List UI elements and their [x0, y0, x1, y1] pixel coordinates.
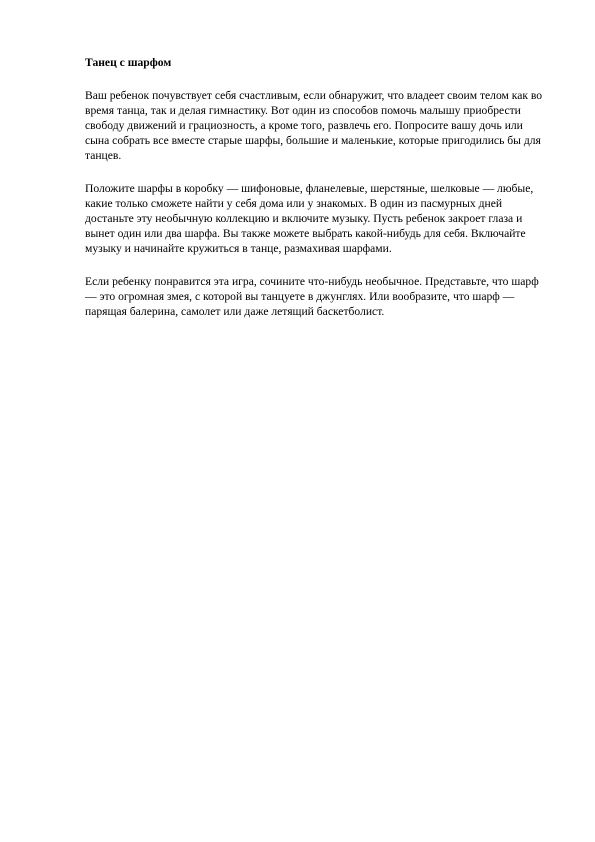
paragraph-imagination: Если ребенку понравится эта игра, сочините что-нибудь необычное. Представьте, что шарф — это огромная змея, с которой вы танцуете в джунглях. Или вообразите, что шарф — парящая балерина, самолет или даже летящий баскетболист.: [85, 275, 539, 318]
document-title: Танец с шарфом: [85, 56, 172, 69]
paragraph-intro: Ваш ребенок почувствует себя счастливым, если обнаружит, что владеет своим телом как во время танца, так и делая гимнастику. Вот один из способов помочь малышу приобрести свободу движений и грациозность, а кроме того, развлечь его. Попросите вашу дочь или сына собрать все вместе старые шарфы, большие и маленькие, которые пригодились бы для танцев.: [85, 89, 543, 162]
document-body: [85, 55, 547, 337]
paragraph-scarves-box: Положите шарфы в коробку — шифоновые, фланелевые, шерстяные, шелковые — любые, какие только сможете найти у себя дома или у знакомых. В один из пасмурных дней достаньте эту необычную коллекцию и включите музыку. Пусть ребенок закроет глаза и вынет один или два шарфа. Вы также можете выбрать какой-нибудь для себя. Включайте музыку и начинайте кружиться в танце, размахивая шарфами.: [85, 182, 534, 255]
